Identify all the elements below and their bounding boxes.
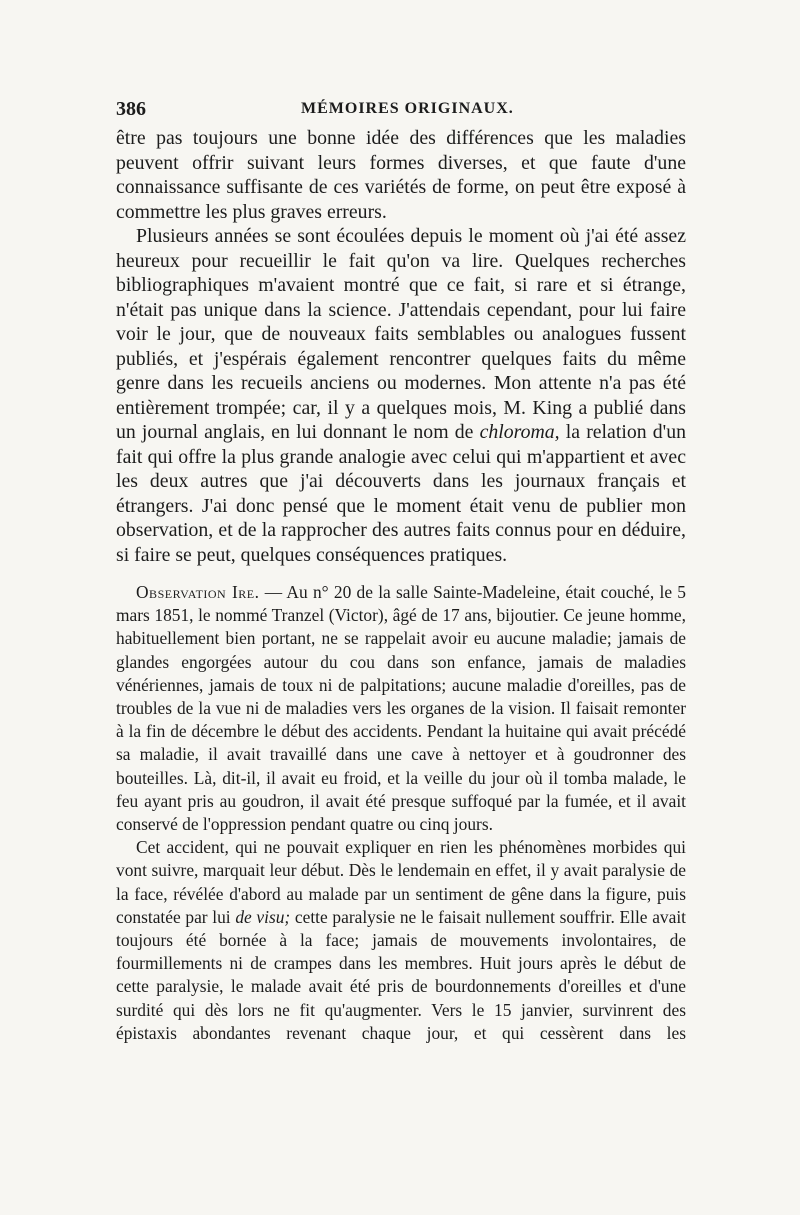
chloroma-term: chloroma,: [479, 421, 560, 443]
page-header: [116, 96, 686, 122]
body-text: [116, 126, 686, 1045]
paragraph-1: être pas toujours une bonne idée des différences que les maladies peuvent offrir suivant leurs formes diverses, et que faute d'une connaissance suffisante de ces variétés de forme, on peut être exposé à commettre les plus graves erreurs.: [116, 127, 686, 223]
observation-label: Observation Ire.: [136, 582, 260, 602]
de-visu-term: de visu;: [235, 906, 291, 927]
observation-section: [116, 581, 686, 1045]
paragraph-2: [116, 224, 686, 567]
page-number: 386: [116, 98, 146, 120]
running-title: MÉMOIRES ORIGINAUX.: [301, 100, 514, 117]
paragraph-2-text-b: la relation d'un fait qui offre la plus grande analogie avec celui qui m'appartient et avec les deux autres que j'ai découverts dans les journaux français et étrangers. J'ai donc pensé que le moment était venu de publier mon observation, et de la rapprocher des autres faits connus pour en déduire, si faire se peut, quelques conséquences pratiques.: [116, 421, 686, 566]
observation-2-text-a: Cet accident, qui ne pouvait expliquer en rien les phénomènes morbides qui vont suivre, marquait leur début. Dès le lendemain en effet, il y avait paralysie de la face, révélée d'abord au malade par un sentiment de gêne dans la figure, puis constatée par lui: [116, 837, 686, 927]
introduction-section: [116, 126, 686, 567]
observation-paragraph-2: [116, 836, 686, 1045]
observation-2-text-b: cette paralysie ne le faisait nullement souffrir. Elle avait toujours été bornée à la face; jamais de mouvements involontaires, de fourmillements ni de crampes dans les membres. Huit jours après le début de cette paralysie, le malade avait été pris de bourdonnements d'oreilles et d'une surdité qui dès lors ne fit qu'augmenter. Vers le 15 janvier, survinrent des épistaxis abondantes revenant chaque jour, et qui cessèrent dans les: [116, 906, 686, 1043]
observation-text: — Au n° 20 de la salle Sainte-Madeleine, était couché, le 5 mars 1851, le nommé Tranzel (Victor), âgé de 17 ans, bijoutier. Ce jeune homme, habituellement bien portant, ne se rappelait avoir eu aucune maladie; jamais de glandes engorgées autour du cou dans son enfance, jamais de maladies vénériennes, jamais de toux ni de palpitations; aucune maladie d'oreilles, pas de troubles de la vue ni de maladies vers les organes de la vision. Il faisait remonter à la fin de décembre le début des accidents. Pendant la huitaine qui avait précédé sa maladie, il avait travaillé dans une cave à nettoyer et à goudronner des bouteilles. Là, dit-il, il avait eu froid, et la veille du jour où il tomba malade, le feu ayant pris au goudron, il avait été presque suffoqué par la fumée, et il avait conservé de l'oppression pendant quatre ou cinq jours.: [116, 582, 687, 835]
observation-paragraph-1: [116, 581, 686, 836]
paragraph-2-text-a: Plusieurs années se sont écoulées depuis le moment où j'ai été assez heureux pour recueillir le fait qu'on va lire. Quelques recherches bibliographiques m'avaient montré que ce fait, si rare et si étrange, n'était pas unique dans la science. J'attendais cependant, pour lui faire voir le jour, que de nouveaux faits semblables ou analogues fussent publiés, et j'espérais également rencontrer quelques faits du même genre dans les recueils anciens ou modernes. Mon attente n'a pas été entièrement trompée; car, il y a quelques mois, M. King a publié dans un journal anglais, en lui donnant le nom de: [116, 225, 686, 443]
